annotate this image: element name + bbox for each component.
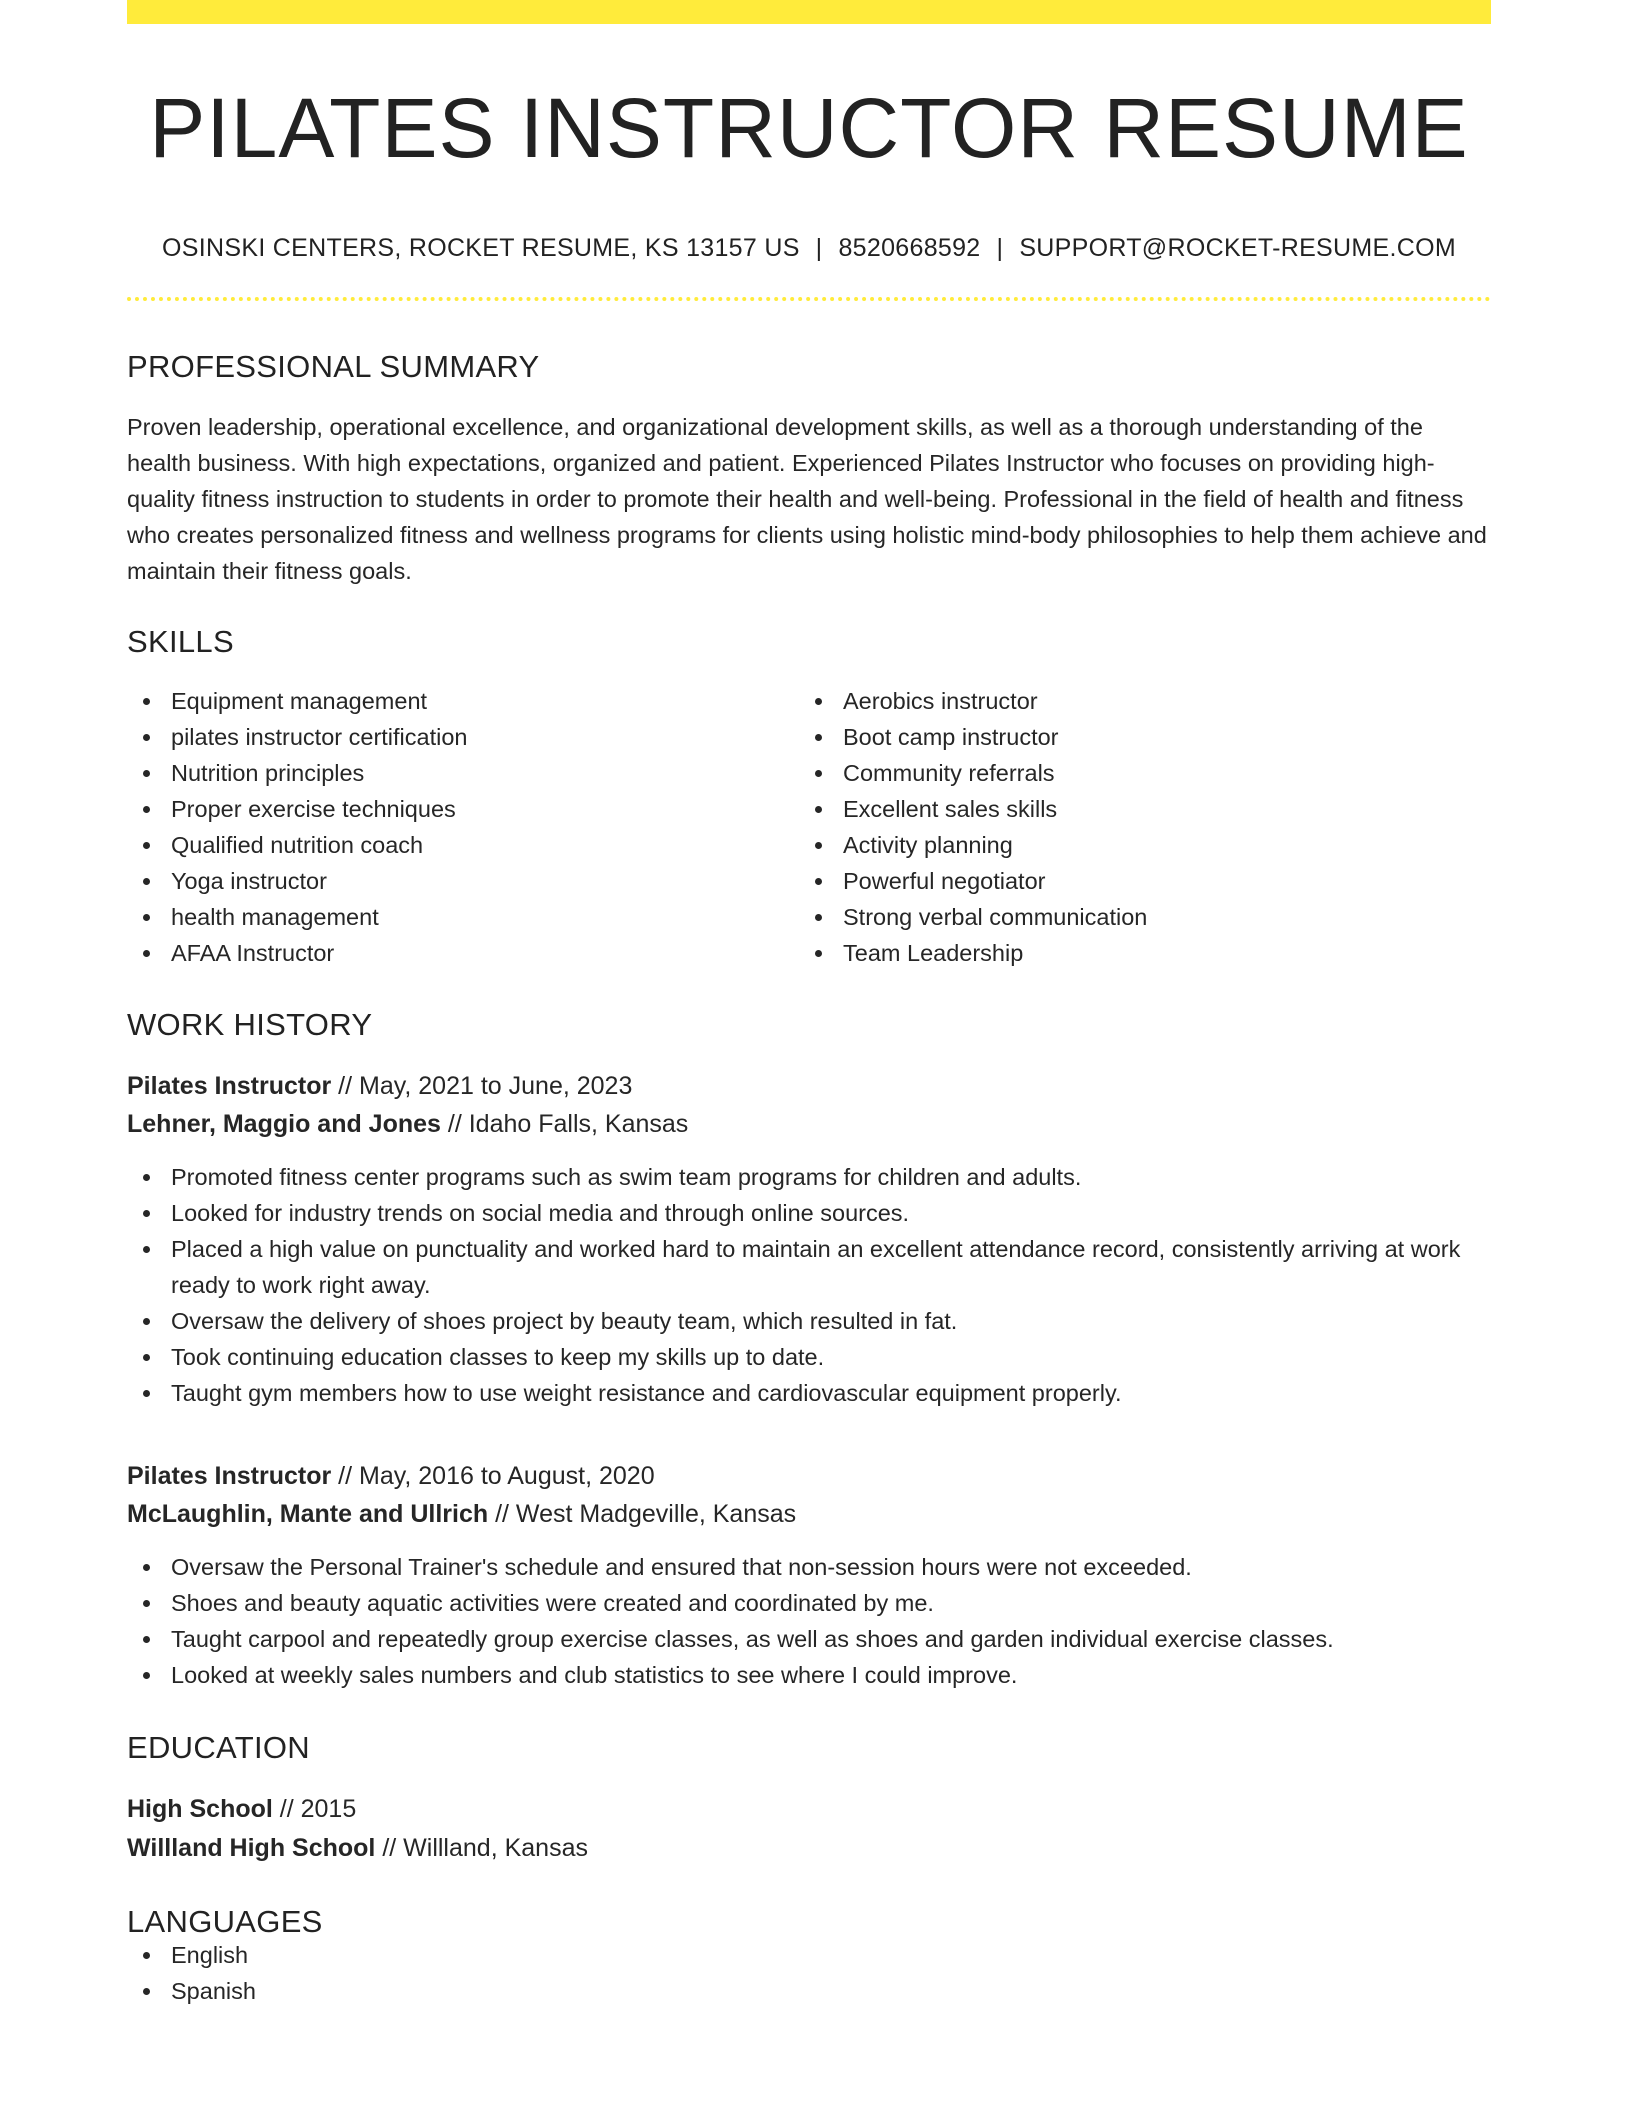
job-duty: Oversaw the delivery of shoes project by beauty team, which resulted in fat.	[127, 1303, 1491, 1339]
skill-item: Equipment management	[127, 683, 799, 719]
contact-phone: 8520668592	[838, 234, 981, 262]
skill-item: Aerobics instructor	[799, 683, 1471, 719]
skill-item: Nutrition principles	[127, 755, 799, 791]
language-item: Spanish	[127, 1973, 1491, 2009]
skill-item: Qualified nutrition coach	[127, 827, 799, 863]
job-company: Lehner, Maggio and Jones	[127, 1110, 441, 1138]
skill-item: Yoga instructor	[127, 863, 799, 899]
job-dates: // May, 2021 to June, 2023	[331, 1072, 633, 1100]
education-entry	[127, 1790, 1491, 1868]
language-item: English	[127, 1937, 1491, 1973]
job-duty: Shoes and beauty aquatic activities were created and coordinated by me.	[127, 1585, 1491, 1621]
job-company-line	[127, 1105, 1491, 1143]
job-duty: Looked for industry trends on social media and through online sources.	[127, 1195, 1491, 1231]
skill-item: Community referrals	[799, 755, 1471, 791]
education-school: Willland High School	[127, 1834, 376, 1862]
skill-item: Activity planning	[799, 827, 1471, 863]
job-title-line	[127, 1067, 1491, 1105]
skill-item: Excellent sales skills	[799, 791, 1471, 827]
job-location: // West Madgeville, Kansas	[488, 1500, 797, 1528]
contact-line	[127, 236, 1491, 261]
skills-list-right	[799, 683, 1471, 971]
skills-grid	[127, 683, 1491, 971]
resume-title: PILATES INSTRUCTOR RESUME	[149, 81, 1469, 175]
skill-item: Boot camp instructor	[799, 719, 1471, 755]
skill-item: health management	[127, 899, 799, 935]
job-duty: Took continuing education classes to keep my skills up to date.	[127, 1339, 1491, 1375]
job-entry	[127, 1067, 1491, 1411]
contact-separator: |	[815, 234, 823, 262]
skill-item: pilates instructor certification	[127, 719, 799, 755]
skills-column-left	[127, 683, 799, 971]
skills-column-right	[799, 683, 1471, 971]
job-title-line	[127, 1457, 1491, 1495]
summary-paragraph: Proven leadership, operational excellence, and organizational development skills, as well as a thorough understanding of the health business. With high expectations, organized and patient. Experienced Pilates Instructor who focuses on providing high-quality fitness instruction to students in order to promote their health and well-being. Professional in the field of health and fitness who creates personalized fitness and wellness programs for clients using holistic mind-body philosophies to help them achieve and maintain their fitness goals.	[127, 414, 1487, 584]
job-entry	[127, 1457, 1491, 1693]
job-location: // Idaho Falls, Kansas	[440, 1110, 689, 1138]
accent-top-bar	[127, 0, 1491, 24]
job-duties-list	[127, 1159, 1491, 1411]
skills-list-left	[127, 683, 799, 971]
job-duty: Taught gym members how to use weight resistance and cardiovascular equipment properly.	[127, 1375, 1491, 1411]
job-dates: // May, 2016 to August, 2020	[331, 1462, 655, 1490]
contact-email: SUPPORT@ROCKET-RESUME.COM	[1019, 234, 1456, 262]
education-degree: High School	[127, 1795, 273, 1823]
skill-item: Powerful negotiator	[799, 863, 1471, 899]
education-degree-line	[127, 1790, 1491, 1829]
job-duty: Promoted fitness center programs such as swim team programs for children and adults.	[127, 1159, 1491, 1195]
job-title: Pilates Instructor	[127, 1072, 332, 1100]
job-duty: Placed a high value on punctuality and worked hard to maintain an excellent attendance record, consistently arriving at work ready to work right away.	[127, 1231, 1491, 1303]
languages-list	[127, 1937, 1491, 2009]
education-location: // Willland, Kansas	[375, 1834, 588, 1862]
section-heading-summary: PROFESSIONAL SUMMARY	[127, 349, 540, 384]
education-year: // 2015	[272, 1795, 357, 1823]
job-title: Pilates Instructor	[127, 1462, 332, 1490]
skill-item: Strong verbal communication	[799, 899, 1471, 935]
skill-item: AFAA Instructor	[127, 935, 799, 971]
job-company-line	[127, 1495, 1491, 1533]
section-heading-work-history: WORK HISTORY	[127, 1007, 373, 1042]
section-heading-education: EDUCATION	[127, 1730, 310, 1765]
job-duty: Taught carpool and repeatedly group exercise classes, as well as shoes and garden individual exercise classes.	[127, 1621, 1491, 1657]
contact-address: OSINSKI CENTERS, ROCKET RESUME, KS 13157 US	[162, 234, 800, 262]
contact-separator: |	[996, 234, 1004, 262]
dotted-divider	[127, 297, 1491, 301]
job-duties-list	[127, 1549, 1491, 1693]
skill-item: Proper exercise techniques	[127, 791, 799, 827]
section-heading-languages: LANGUAGES	[127, 1904, 323, 1939]
skill-item: Team Leadership	[799, 935, 1471, 971]
job-duty: Oversaw the Personal Trainer's schedule and ensured that non-session hours were not exceeded.	[127, 1549, 1491, 1585]
education-school-line	[127, 1829, 1491, 1868]
section-heading-skills: SKILLS	[127, 624, 234, 659]
job-company: McLaughlin, Mante and Ullrich	[127, 1500, 489, 1528]
resume-page	[127, 0, 1491, 2009]
job-duty: Looked at weekly sales numbers and club statistics to see where I could improve.	[127, 1657, 1491, 1693]
